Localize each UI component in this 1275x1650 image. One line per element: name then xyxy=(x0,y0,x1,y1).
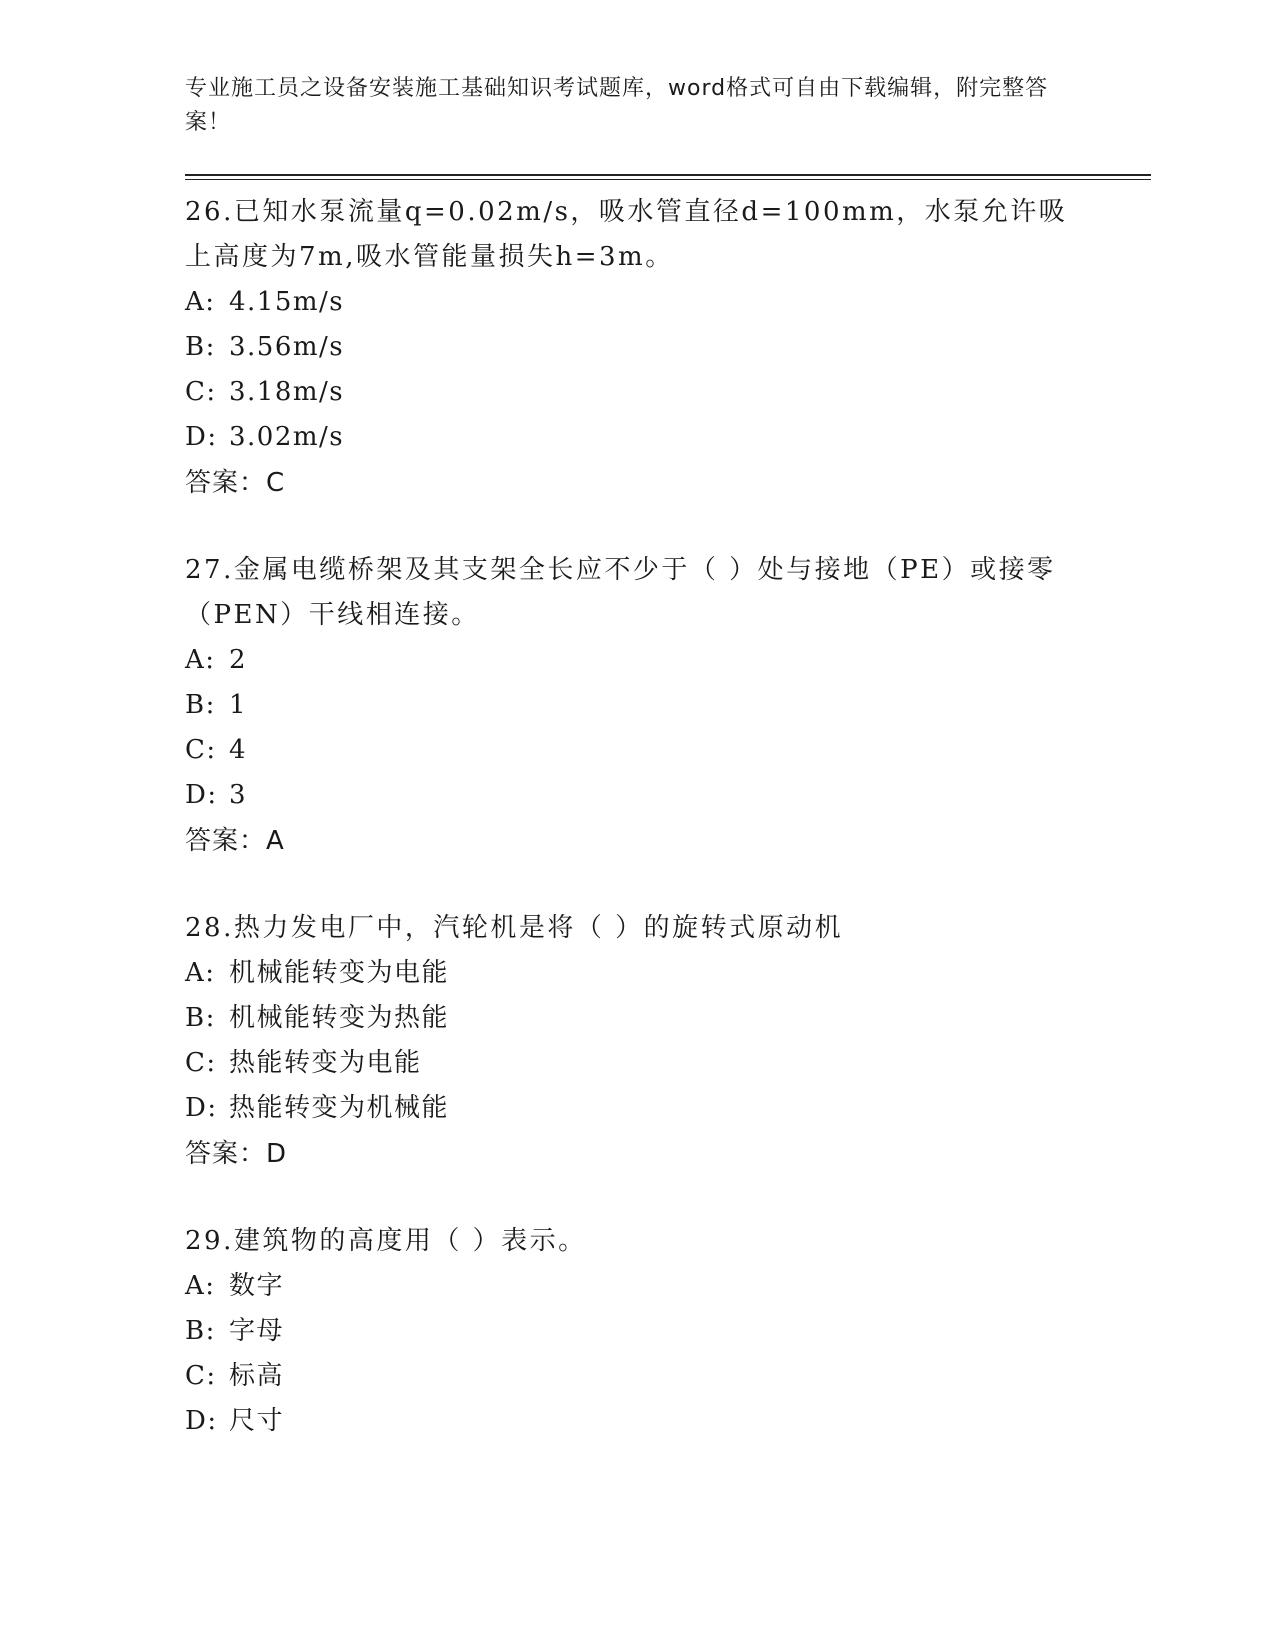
option-letter: C: xyxy=(185,1361,217,1391)
option-c xyxy=(185,728,1085,773)
option-a xyxy=(185,1264,1085,1309)
document-header: 专业施工员之设备安装施工基础知识考试题库，word格式可自由下载编辑，附完整答案！ xyxy=(185,76,1049,135)
header-divider-thin xyxy=(185,179,1151,180)
answer-line: 答案：D xyxy=(185,1139,288,1169)
option-a xyxy=(185,951,1085,996)
option-letter: A: xyxy=(185,1271,216,1301)
option-c xyxy=(185,1041,1085,1086)
option-letter: A: xyxy=(185,958,216,988)
option-b xyxy=(185,325,1085,370)
option-letter: B: xyxy=(185,332,216,362)
option-b xyxy=(185,683,1085,728)
option-text: 机械能转变为电能 xyxy=(229,958,450,988)
header-divider-thick xyxy=(185,174,1151,176)
option-d xyxy=(185,1086,1085,1131)
option-d xyxy=(185,1399,1085,1444)
option-a xyxy=(185,638,1085,683)
option-letter: D: xyxy=(185,422,218,452)
option-text: 尺寸 xyxy=(229,1406,285,1436)
option-letter: C: xyxy=(185,377,217,407)
option-c xyxy=(185,1354,1085,1399)
option-letter: D: xyxy=(185,1093,218,1123)
option-d xyxy=(185,415,1085,460)
answer-line: 答案：C xyxy=(185,468,286,498)
question-29 xyxy=(185,1219,1085,1444)
option-text: 字母 xyxy=(229,1316,285,1346)
option-text: 3.18m/s xyxy=(229,377,345,407)
option-letter: D: xyxy=(185,1406,218,1436)
option-text: 3.02m/s xyxy=(229,422,345,452)
option-a xyxy=(185,280,1085,325)
option-d xyxy=(185,773,1085,818)
option-text: 标高 xyxy=(229,1361,285,1391)
option-letter: C: xyxy=(185,735,217,765)
option-letter: D: xyxy=(185,780,218,810)
option-letter: A: xyxy=(185,287,216,317)
option-letter: B: xyxy=(185,1003,216,1033)
option-text: 3 xyxy=(229,780,248,810)
question-stem: 29.建筑物的高度用（ ）表示。 xyxy=(185,1226,587,1256)
question-28 xyxy=(185,906,1085,1177)
option-text: 热能转变为机械能 xyxy=(229,1093,450,1123)
option-letter: A: xyxy=(185,645,216,675)
question-26 xyxy=(185,190,1085,506)
option-text: 1 xyxy=(229,690,248,720)
option-text: 机械能转变为热能 xyxy=(229,1003,450,1033)
question-stem: 26.已知水泵流量q=0.02m/s，吸水管直径d=100mm，水泵允许吸上高度为7m,吸水管能量损失h=3m。 xyxy=(185,197,1068,272)
question-list xyxy=(185,190,1085,1486)
question-stem: 28.热力发电厂中，汽轮机是将（ ）的旋转式原动机 xyxy=(185,913,844,943)
option-text: 数字 xyxy=(229,1271,285,1301)
option-text: 3.56m/s xyxy=(229,332,345,362)
option-c xyxy=(185,370,1085,415)
option-b xyxy=(185,996,1085,1041)
question-27 xyxy=(185,548,1085,864)
answer-line: 答案：A xyxy=(185,826,285,856)
question-stem: 27.金属电缆桥架及其支架全长应不少于（ ）处与接地（PE）或接零（PEN）干线相连接。 xyxy=(185,555,1056,630)
option-letter: B: xyxy=(185,690,216,720)
option-letter: B: xyxy=(185,1316,216,1346)
option-text: 热能转变为电能 xyxy=(229,1048,422,1078)
option-text: 4 xyxy=(229,735,248,765)
option-text: 4.15m/s xyxy=(229,287,345,317)
option-b xyxy=(185,1309,1085,1354)
option-text: 2 xyxy=(229,645,248,675)
option-letter: C: xyxy=(185,1048,217,1078)
